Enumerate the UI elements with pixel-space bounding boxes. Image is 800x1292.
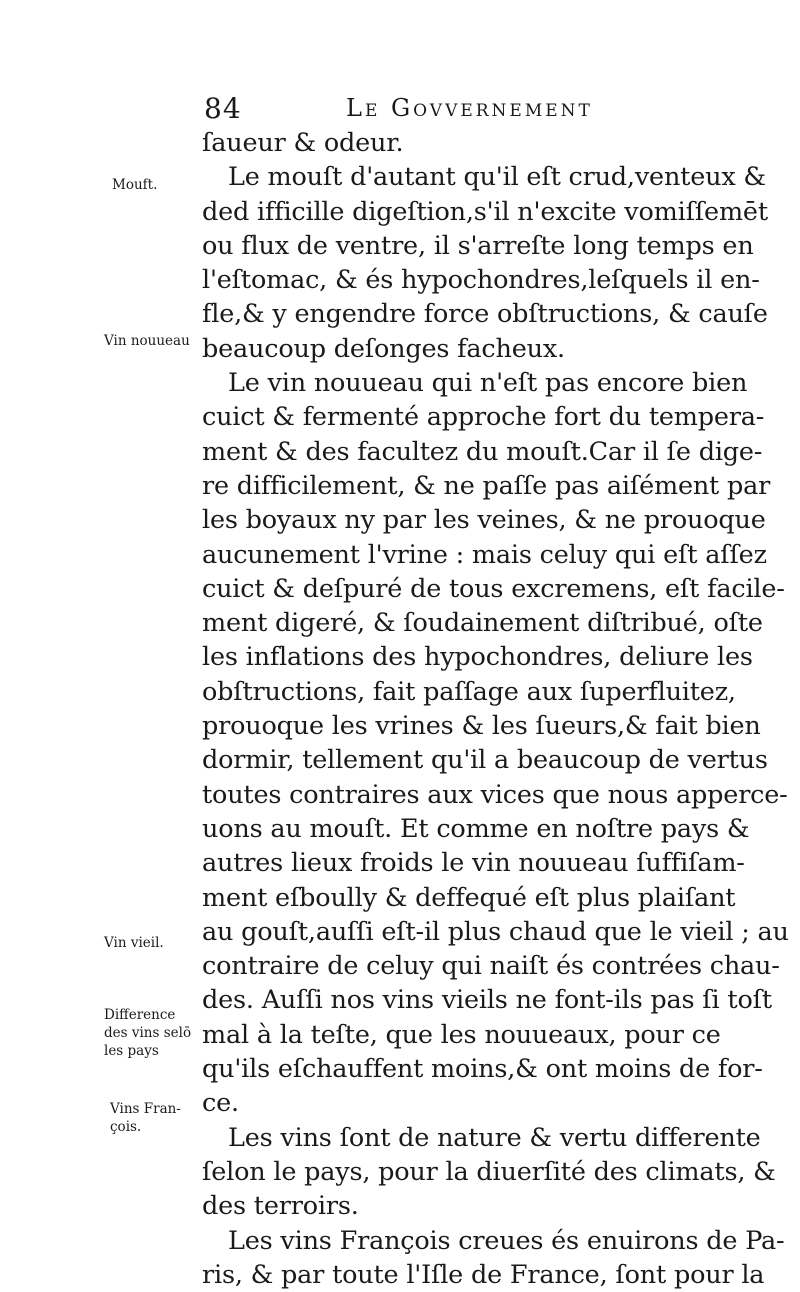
- margin-note-difference: [104, 1006, 191, 1060]
- text-line: dormir, tellement qu'il a beaucoup de vertus: [202, 745, 768, 776]
- text-line: ded ifficille digeſtion,s'il n'excite vomiſſemēt: [202, 196, 768, 227]
- text-line: mal à la teſte, que les nouueaux, pour ce: [202, 1019, 721, 1050]
- running-head: Le Govvernement: [346, 94, 593, 122]
- text-line: fle,& y engendre force obſtructions, & cauſe: [202, 299, 768, 330]
- text-line: ſaueur & odeur.: [202, 128, 404, 158]
- margin-note-line: les pays: [104, 1043, 159, 1059]
- text-line: ou flux de ventre, il s'arreſte long temps en: [202, 230, 754, 261]
- text-line: qu'ils eſchauffent moins,& ont moins de for-: [202, 1054, 763, 1085]
- text-line: contraire de celuy qui naiſt és contrées chau-: [202, 951, 780, 982]
- text-line: ris, & par toute l'Iſle de France, ſont pour la: [202, 1259, 765, 1290]
- body-text: [202, 126, 789, 1292]
- text-line: Le vin nouueau qui n'eſt pas encore bien: [228, 368, 748, 399]
- text-line: les boyaux ny par les veines, & ne prouoque: [202, 505, 766, 536]
- text-line: ment digeré, & ſoudainement diſtribué, oſte: [202, 608, 763, 639]
- margin-note-line: Vins Fran-: [110, 1101, 181, 1117]
- margin-note-line: Mouft.: [112, 177, 158, 193]
- text-line: uons au mouſt. Et comme en noſtre pays &: [202, 813, 750, 844]
- text-line: ſelon le pays, pour la diuerſité des climats, &: [202, 1156, 776, 1187]
- margin-note-vin-nouueau: [104, 332, 190, 350]
- margin-note-line: Vin nouueau: [104, 333, 190, 349]
- margin-note-line: Vin vieil.: [104, 935, 164, 951]
- text-line: prouoque les vrines & les ſueurs,& fait bien: [202, 711, 761, 742]
- text-line: des. Auſſi nos vins vieils ne font-ils pas ſi toſt: [202, 985, 772, 1016]
- page-number: 84: [204, 92, 242, 125]
- text-line: au gouſt,auſſi eſt-il plus chaud que le vieil ; au: [202, 916, 789, 947]
- text-line: obſtructions, fait paſſage aux ſuperfluitez,: [202, 676, 736, 707]
- text-line: ment eſboully & deffequé eſt plus plaiſant: [202, 882, 736, 913]
- text-line: re difficilement, & ne paſſe pas aiſément par: [202, 470, 771, 501]
- text-line: aucunement l'vrine : mais celuy qui eſt aſſez: [202, 539, 767, 570]
- margin-note-line: çois.: [110, 1119, 142, 1135]
- text-line: l'eſtomac, & és hypochondres,leſquels il en-: [202, 265, 760, 296]
- text-line: cuict & fermenté approche fort du tempera-: [202, 402, 765, 433]
- text-line: Le mouſt d'autant qu'il eſt crud,venteux &: [228, 162, 766, 193]
- text-line: toutes contraires aux vices que nous apperce-: [202, 779, 788, 810]
- text-line: autres lieux froids le vin nouueau ſuffiſam-: [202, 848, 745, 879]
- margin-note-vin-vieil: [104, 934, 164, 952]
- text-line: ce.: [202, 1088, 239, 1119]
- text-line: les inflations des hypochondres, deliure les: [202, 642, 753, 673]
- text-line: Les vins ſont de nature & vertu differente: [228, 1122, 761, 1153]
- text-line: Les vins François creues és enuirons de Pa-: [228, 1225, 785, 1256]
- margin-note-vins-francois: [110, 1100, 181, 1136]
- margin-note-line: des vins selō: [104, 1025, 192, 1041]
- margin-note-moust: [112, 176, 157, 194]
- margin-notes: [0, 0, 200, 1236]
- text-line: cuict & deſpuré de tous excremens, eſt facile-: [202, 573, 785, 604]
- text-line: des terroirs.: [202, 1191, 359, 1222]
- margin-note-line: Difference: [104, 1007, 176, 1023]
- text-line: ment & des facultez du mouſt.Car il ſe dige-: [202, 436, 763, 467]
- text-line: beaucoup deſonges facheux.: [202, 333, 565, 364]
